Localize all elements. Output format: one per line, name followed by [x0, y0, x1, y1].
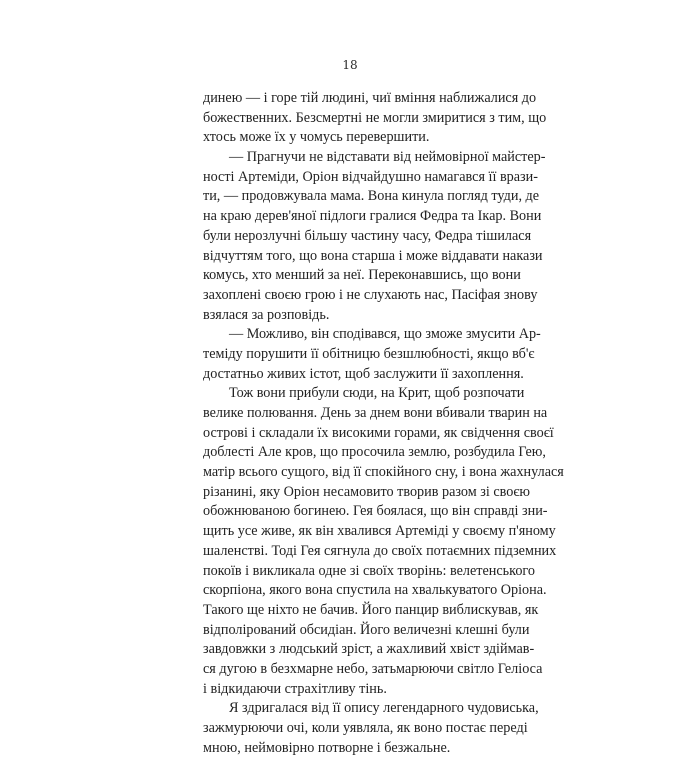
- text-line: були нерозлучні більшу частину часу, Федра тішилася: [203, 227, 532, 244]
- text-line: Такого ще ніхто не бачив. Його панцир виблискував, як: [203, 601, 539, 618]
- text-line: Тож вони прибули сюди, на Крит, щоб розпочати: [229, 385, 525, 402]
- body-text: [203, 89, 564, 758]
- text-line: доблесті Але кров, що просочила землю, розбудила Гею,: [203, 444, 546, 461]
- text-line: захоплені своєю грою і не слухають нас, Пасіфая знову: [203, 286, 538, 303]
- text-line: обожнюваною богинею. Гея боялася, що він справді зни-: [203, 503, 548, 520]
- text-line: — Прагнучи не відставати від неймовірної майстер-: [229, 149, 546, 166]
- text-line: Я здригалася від її опису легендарного чудовиська,: [229, 700, 539, 717]
- text-line: на краю дерев'яної підлоги гралися Федра та Ікар. Вони: [203, 208, 542, 225]
- text-line: відполірований обсидіан. Його величезні клешні були: [203, 621, 530, 638]
- text-line: теміду порушити її обітницю безшлюбності, якщо вб'є: [203, 345, 535, 362]
- text-line: щить усе живе, як він хвалився Артеміді у своєму п'яному: [203, 523, 556, 540]
- text-line: завдовжки з людський зріст, а жахливий хвіст здіймав-: [203, 641, 535, 658]
- text-line: велике полювання. День за днем вони вбивали тварин на: [203, 405, 548, 421]
- text-line: ти, — продовжувала мама. Вона кинула погляд туди, де: [203, 188, 540, 205]
- text-line: шаленстві. Тоді Гея сягнула до своїх потаємних підземних: [203, 542, 557, 559]
- text-line: відчуттям того, що вона старша і може віддавати накази: [203, 247, 543, 264]
- text-line: божественних. Безсмертні не могли змиритися з тим, що: [203, 109, 547, 126]
- text-line: і відкидаючи страхітливу тінь.: [203, 680, 387, 697]
- text-line: ся дугою в безхмарне небо, затьмарюючи світло Геліоса: [203, 660, 543, 677]
- page-number: 18: [342, 58, 358, 72]
- text-line: динею — і горе тій людині, чиї вміння наближалися до: [203, 90, 537, 106]
- text-line: — Можливо, він сподівався, що зможе змусити Ар-: [229, 326, 541, 343]
- text-line: острові і складали їх високими горами, як свідчення своєї: [203, 424, 554, 441]
- text-line: зажмурюючи очі, коли уявляла, як воно постає переді: [203, 720, 528, 736]
- text-line: скорпіона, якого вона спустила на хвалькуватого Оріона.: [203, 582, 547, 599]
- text-line: взялася за розповідь.: [203, 306, 330, 323]
- text-line: мною, неймовірно потворне і безжальне.: [203, 739, 451, 756]
- text-line: достатньо живих істот, щоб заслужити її захоплення.: [203, 365, 524, 382]
- text-line: ності Артеміди, Оріон відчайдушно намагався її врази-: [203, 168, 538, 185]
- text-line: покоїв і викликала одне зі своїх творінь: велетенського: [203, 562, 535, 579]
- text-line: хтось може їх у чомусь перевершити.: [203, 129, 430, 146]
- text-line: матір всього сущого, від її спокійного сну, і вона жахнулася: [203, 464, 564, 481]
- text-line: комусь, хто менший за неї. Переконавшись, що вони: [203, 267, 521, 284]
- text-line: різанині, яку Оріон несамовито творив разом зі своєю: [203, 483, 531, 500]
